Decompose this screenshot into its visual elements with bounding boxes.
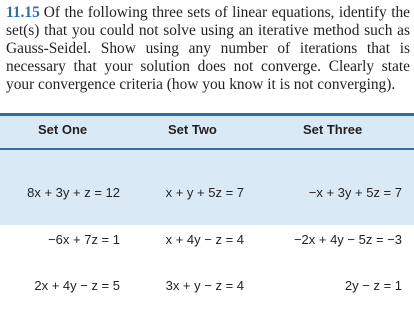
- set-three-equation-3: 2y − z = 1: [344, 278, 402, 293]
- set-two-equations: [124, 154, 244, 325]
- table-header-rule: [0, 148, 414, 150]
- set-three-equation-1: −x + 3y + 5z = 7: [308, 185, 402, 200]
- set-one-equation-2: −6x + 7z = 1: [48, 231, 120, 247]
- set-two-equation-2: x + 4y − z = 4: [165, 231, 244, 247]
- table-top-rule: [0, 113, 414, 116]
- set-two-equation-1: x + y + 5z = 7: [165, 185, 244, 200]
- set-three-equation-2: −2x + 4y − 5z = −3: [293, 231, 402, 247]
- set-three-equations: [252, 154, 402, 325]
- equation-sets-table: [0, 113, 414, 293]
- set-one-equation-3: 2x + 4y − z = 5: [34, 278, 120, 293]
- problem-number: 11.15: [6, 4, 40, 21]
- set-one-equations: [0, 154, 120, 325]
- set-two-header: Set Two: [168, 122, 217, 137]
- set-two-equation-3: 3x + y − z = 4: [165, 278, 244, 293]
- set-one-equation-1: 8x + 3y + z = 12: [27, 185, 120, 200]
- set-one-header: Set One: [38, 122, 88, 137]
- problem-statement: [6, 4, 410, 94]
- set-three-header: Set Three: [303, 122, 363, 137]
- problem-text: Of the following three sets of linear equations, identify the set(s) that you could not solve using an iterative method such as Gauss-Seidel. Show using any number of iterations that is necessary that your solution does not converge. Clearly state your convergence criteria (how you know it is not converging).: [6, 4, 410, 93]
